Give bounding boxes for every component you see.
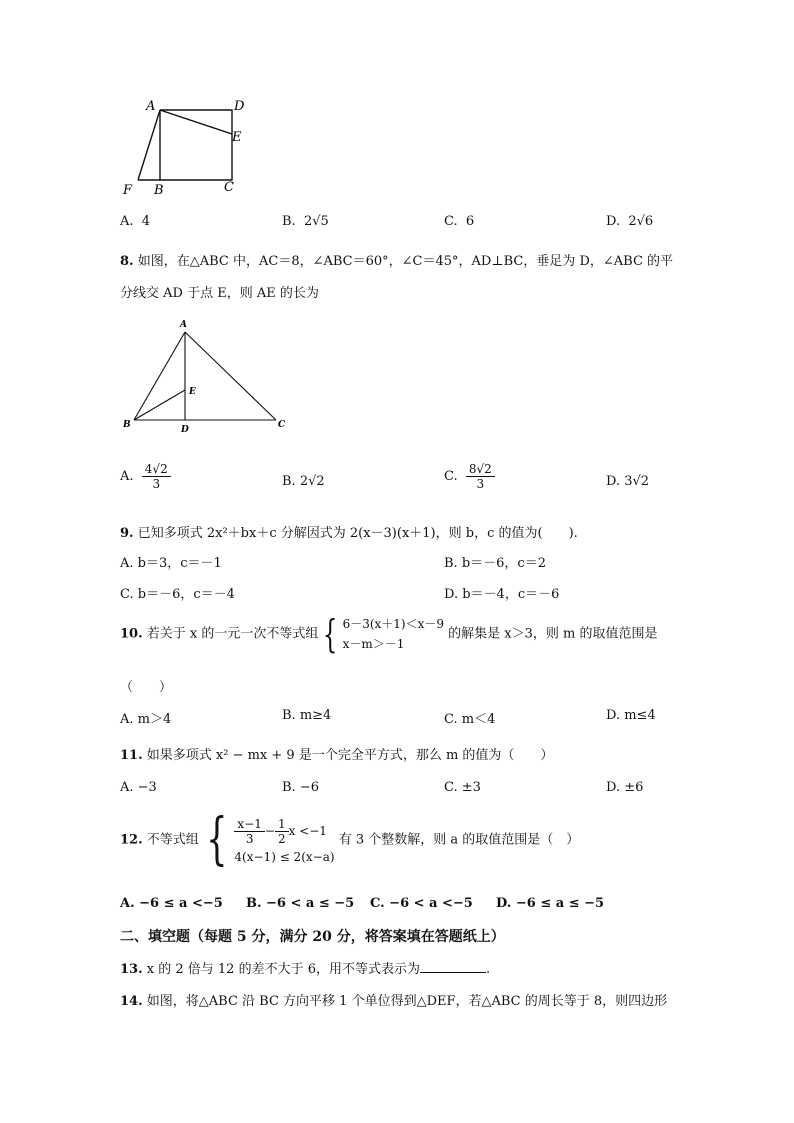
q8-option-a-numerator: 4√2 [142, 462, 171, 477]
q13-end: . [485, 962, 491, 977]
brace-icon: { [323, 612, 338, 656]
q7-option-c-value: 6 [465, 214, 475, 229]
q12-fraction-2 [275, 817, 289, 846]
q14-number: 14. [120, 994, 143, 1009]
q9-option-a[interactable]: A. b＝3，c＝－1 [120, 556, 222, 571]
label-B: B [123, 420, 131, 430]
q11-text: 如果多项式 x² − mx + 9 是一个完全平方式，那么 m 的值为（ ） [146, 748, 554, 763]
q10-eq1: 6－3(x＋1)＜x－9 [342, 617, 445, 631]
q10-option-a[interactable]: A. m＞4 [120, 712, 172, 727]
q7-option-c[interactable] [444, 214, 474, 229]
q10-number: 10. [120, 626, 143, 642]
label-E: E [189, 387, 196, 397]
label-F: F [123, 183, 133, 198]
label-A: A [180, 320, 187, 330]
label-E: E [232, 130, 242, 145]
q11-option-a[interactable]: A. −3 [120, 780, 157, 795]
q11-stem [120, 744, 553, 763]
q10-stem [120, 614, 657, 654]
section-fill-in-heading: 二、填空题（每题 5 分，满分 20 分，将答案填在答题纸上） [120, 929, 505, 945]
q12-tail1: x <−1 [288, 823, 327, 838]
q7-option-a[interactable] [120, 214, 150, 229]
label-B: B [154, 183, 164, 198]
q8-option-b[interactable]: B. 2√2 [282, 474, 325, 489]
brace-icon: { [205, 807, 228, 872]
q9-number: 9. [120, 526, 134, 541]
figure-q7 [118, 96, 258, 200]
q8-option-c-fraction [466, 462, 495, 491]
q13-answer-blank[interactable] [420, 960, 486, 973]
q12-option-a[interactable]: A. −6 ≤ a <−5 [120, 896, 223, 911]
q10-option-d[interactable]: D. m≤4 [606, 708, 656, 723]
q13-text: x 的 2 倍与 12 的差不大于 6，用不等式表示为 [146, 962, 420, 977]
q12-eq2: 4(x−1) ≤ 2(x−a) [234, 849, 335, 864]
q8-option-a[interactable] [120, 462, 171, 491]
q10-option-b[interactable]: B. m≥4 [282, 708, 332, 723]
q7-option-a-value: 4 [141, 214, 151, 229]
q8-number: 8. [120, 254, 134, 269]
q8-option-c[interactable] [444, 462, 495, 491]
q7-option-c-label: C. [444, 214, 458, 229]
q8-option-a-fraction [142, 462, 171, 491]
figure-q7-lines [138, 110, 232, 180]
figure-q8 [118, 316, 294, 436]
q12-post: 有 3 个整数解，则 a 的取值范围是（ ） [338, 832, 580, 848]
q9-text: 已知多项式 2x²＋bx＋c 分解因式为 2(x－3)(x＋1)，则 b，c 的值为( ). [137, 526, 578, 541]
label-D: D [234, 99, 245, 114]
q7-option-a-label: A. [120, 214, 134, 229]
q10-paren: （ ） [120, 680, 173, 695]
q8-line2: 分线交 AD 于点 E，则 AE 的长为 [120, 286, 319, 301]
q9-stem [120, 522, 578, 541]
label-C: C [278, 420, 286, 430]
q11-option-b[interactable]: B. −6 [282, 780, 319, 795]
q12-f2-numerator: 1 [275, 817, 289, 832]
q9-option-d[interactable]: D. b＝－4，c＝－6 [444, 587, 560, 602]
q9-option-b[interactable]: B. b＝－6，c＝2 [444, 556, 546, 571]
q13-stem [120, 958, 490, 977]
q11-option-c[interactable]: C. ±3 [444, 780, 481, 795]
q12-fraction-1 [234, 817, 264, 846]
label-D: D [181, 425, 189, 435]
q7-option-d[interactable] [606, 214, 653, 229]
q8-option-c-denominator: 3 [476, 477, 485, 491]
q7-option-b-value: 2√5 [303, 214, 329, 229]
q8-option-d[interactable]: D. 3√2 [606, 474, 650, 489]
q12-pre: 不等式组 [146, 832, 199, 848]
q10-option-c[interactable]: C. m＜4 [444, 712, 496, 727]
figure-q8-lines [134, 332, 276, 420]
q7-option-b[interactable] [282, 214, 329, 229]
q7-option-d-value: 2√6 [628, 214, 654, 229]
q12-option-d[interactable]: D. −6 ≤ a ≤ −5 [496, 896, 605, 911]
q12-f1-denominator: 3 [245, 831, 254, 846]
q12-option-b[interactable]: B. −6 < a ≤ −5 [246, 896, 355, 911]
q12-f2-denominator: 2 [277, 831, 286, 846]
q12-system [234, 817, 334, 864]
q12-number: 12. [120, 832, 143, 848]
label-C: C [224, 180, 234, 195]
q8-line1 [120, 250, 673, 269]
q8-option-a-denominator: 3 [152, 477, 161, 491]
q7-option-b-label: B. [282, 214, 296, 229]
q11-option-d[interactable]: D. ±6 [606, 780, 644, 795]
q8-text-line1: 如图，在△ABC 中，AC＝8，∠ABC＝60°，∠C＝45°，AD⊥BC，垂足为 D，∠ABC 的平 [137, 254, 674, 269]
q8-option-c-label: C. [444, 469, 458, 484]
q12-minus: − [264, 823, 275, 838]
q9-option-c[interactable]: C. b＝－6，c＝－4 [120, 587, 235, 602]
q10-pre: 若关于 x 的一元一次不等式组 [146, 626, 319, 642]
q11-number: 11. [120, 748, 143, 763]
q12-option-c[interactable]: C. −6 < a <−5 [370, 896, 473, 911]
q13-number: 13. [120, 962, 143, 977]
q10-eq2: x－m＞－1 [342, 637, 405, 651]
q14-stem [120, 990, 667, 1009]
label-A: A [146, 99, 156, 114]
q7-option-d-label: D. [606, 214, 621, 229]
q10-post: 的解集是 x＞3，则 m 的取值范围是 [448, 626, 658, 642]
q8-option-a-label: A. [120, 469, 134, 484]
q8-option-c-numerator: 8√2 [466, 462, 495, 477]
q12-stem [120, 807, 580, 872]
q14-text: 如图，将△ABC 沿 BC 方向平移 1 个单位得到△DEF，若△ABC 的周长等于 8，则四边形 [146, 994, 668, 1009]
q12-f1-numerator: x−1 [234, 817, 264, 832]
q10-system [343, 614, 444, 654]
